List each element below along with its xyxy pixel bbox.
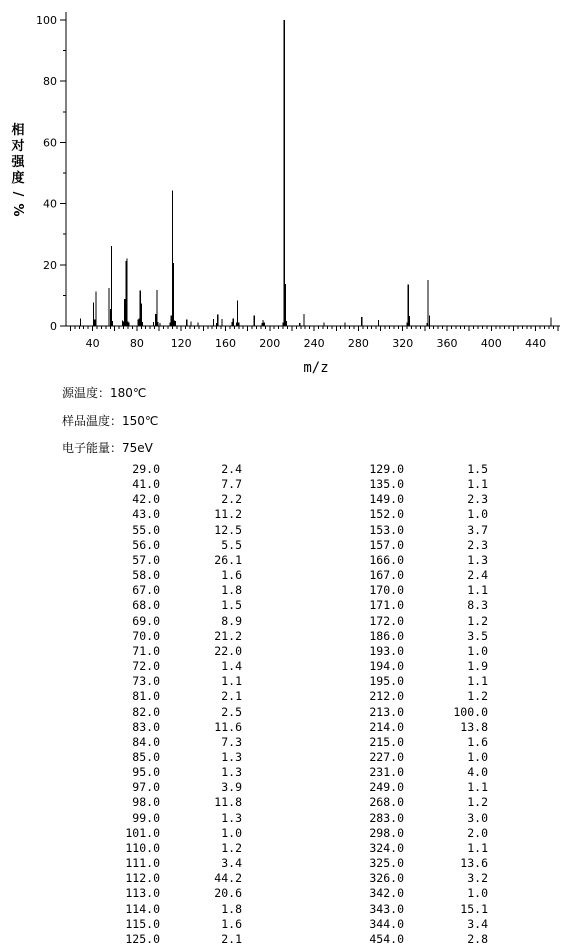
mz-right-cell: 166.0 — [369, 552, 404, 567]
mz-right-cell: 171.0 — [369, 598, 404, 613]
y-axis-ticks — [36, 14, 66, 333]
intensity-left-cell: 1.4 — [221, 659, 242, 674]
table-row — [110, 705, 488, 720]
table-row — [110, 871, 488, 886]
table-row — [110, 795, 488, 810]
mz-left-cell: 58.0 — [132, 568, 160, 583]
intensity-left-cell: 2.1 — [221, 931, 242, 946]
intensity-left-cell: 1.1 — [221, 674, 242, 689]
y-axis-label-char: % — [10, 203, 25, 217]
intensity-right-cell: 1.0 — [467, 507, 488, 522]
mz-left-cell: 72.0 — [132, 659, 160, 674]
intensity-left-cell: 8.9 — [221, 613, 242, 628]
intensity-left-cell: 26.1 — [214, 552, 242, 567]
peak-table — [110, 462, 488, 947]
mz-right-cell: 193.0 — [369, 643, 404, 658]
table-row — [110, 720, 488, 735]
mz-left-cell: 73.0 — [132, 674, 160, 689]
intensity-right-cell: 8.3 — [467, 598, 488, 613]
table-row — [110, 765, 488, 780]
x-tick-label: 40 — [85, 337, 100, 350]
mz-right-cell: 298.0 — [369, 825, 404, 840]
intensity-right-cell: 1.9 — [467, 659, 488, 674]
intensity-right-cell: 3.4 — [467, 916, 488, 931]
intensity-right-cell: 1.2 — [467, 613, 488, 628]
table-row — [110, 917, 488, 932]
x-tick-label: 200 — [259, 337, 281, 350]
mz-left-cell: 99.0 — [132, 810, 160, 825]
intensity-left-cell: 22.0 — [214, 643, 242, 658]
intensity-right-cell: 1.5 — [467, 462, 488, 476]
intensity-left-cell: 44.2 — [214, 871, 242, 886]
mz-left-cell: 67.0 — [132, 583, 160, 598]
x-tick-label: 320 — [392, 337, 414, 350]
mz-right-cell: 170.0 — [369, 583, 404, 598]
x-tick-label: 400 — [480, 337, 502, 350]
table-row — [110, 523, 488, 538]
table-row — [110, 598, 488, 613]
electron-energy: 电子能量：75eV — [62, 441, 153, 455]
mz-right-cell: 215.0 — [369, 734, 404, 749]
mz-left-cell: 101.0 — [125, 825, 160, 840]
intensity-left-cell: 1.2 — [221, 840, 242, 855]
intensity-left-cell: 21.2 — [214, 628, 242, 643]
y-tick-label: 40 — [43, 197, 57, 211]
intensity-left-cell: 1.6 — [221, 568, 242, 583]
mz-left-cell: 69.0 — [132, 613, 160, 628]
intensity-left-cell: 1.5 — [221, 598, 242, 613]
intensity-right-cell: 2.3 — [467, 492, 488, 507]
mz-right-cell: 214.0 — [369, 719, 404, 734]
mz-right-cell: 167.0 — [369, 568, 404, 583]
intensity-right-cell: 1.2 — [467, 795, 488, 810]
intensity-left-cell: 11.2 — [214, 507, 242, 522]
intensity-right-cell: 1.0 — [467, 749, 488, 764]
y-tick-label: 100 — [36, 14, 57, 27]
y-axis-label-char: 度 — [11, 171, 25, 186]
mz-left-cell: 84.0 — [132, 734, 160, 749]
table-row — [110, 811, 488, 826]
mz-right-cell: 249.0 — [369, 780, 404, 795]
table-row — [110, 644, 488, 659]
intensity-left-cell: 12.5 — [214, 522, 242, 537]
table-row — [110, 750, 488, 765]
mz-right-cell: 152.0 — [369, 507, 404, 522]
intensity-right-cell: 2.4 — [467, 568, 488, 583]
mz-right-cell: 135.0 — [369, 477, 404, 492]
x-tick-label: 360 — [436, 337, 458, 350]
table-row — [110, 841, 488, 856]
y-axis-label-char: 相 — [11, 123, 25, 138]
intensity-left-cell: 11.8 — [214, 795, 242, 810]
mass-spectrum-chart — [0, 0, 570, 380]
table-row — [110, 553, 488, 568]
intensity-right-cell: 3.0 — [467, 810, 488, 825]
intensity-right-cell: 1.0 — [467, 643, 488, 658]
intensity-left-cell: 3.9 — [221, 780, 242, 795]
intensity-left-cell: 1.3 — [221, 810, 242, 825]
table-row — [110, 826, 488, 841]
intensity-left-cell: 1.3 — [221, 765, 242, 780]
mz-left-cell: 43.0 — [132, 507, 160, 522]
mz-right-cell: 213.0 — [369, 704, 404, 719]
mz-left-cell: 112.0 — [125, 871, 160, 886]
mz-left-cell: 70.0 — [132, 628, 160, 643]
intensity-left-cell: 3.4 — [221, 856, 242, 871]
intensity-left-cell: 2.4 — [221, 462, 242, 476]
intensity-right-cell: 3.2 — [467, 871, 488, 886]
mz-right-cell: 186.0 — [369, 628, 404, 643]
mz-right-cell: 283.0 — [369, 810, 404, 825]
intensity-left-cell: 1.8 — [221, 901, 242, 916]
x-axis-ticks — [70, 326, 557, 350]
mz-left-cell: 111.0 — [125, 856, 160, 871]
table-row — [110, 735, 488, 750]
x-tick-label: 280 — [347, 337, 369, 350]
mz-right-cell: 129.0 — [369, 462, 404, 476]
axes — [66, 12, 560, 326]
intensity-left-cell: 1.8 — [221, 583, 242, 598]
intensity-right-cell: 3.5 — [467, 628, 488, 643]
table-row — [110, 902, 488, 917]
mz-left-cell: 68.0 — [132, 598, 160, 613]
mz-left-cell: 125.0 — [125, 931, 160, 946]
intensity-left-cell: 11.6 — [214, 719, 242, 734]
mz-left-cell: 41.0 — [132, 477, 160, 492]
mz-left-cell: 57.0 — [132, 552, 160, 567]
y-tick-label: 80 — [43, 75, 57, 89]
table-row — [110, 674, 488, 689]
mz-right-cell: 325.0 — [369, 856, 404, 871]
table-row — [110, 856, 488, 871]
intensity-left-cell: 1.3 — [221, 749, 242, 764]
mz-left-cell: 85.0 — [132, 749, 160, 764]
intensity-left-cell: 2.5 — [221, 704, 242, 719]
intensity-left-cell: 20.6 — [214, 886, 242, 901]
table-row — [110, 659, 488, 674]
mz-right-cell: 227.0 — [369, 749, 404, 764]
mz-left-cell: 113.0 — [125, 886, 160, 901]
intensity-right-cell: 1.3 — [467, 552, 488, 567]
intensity-left-cell: 7.3 — [221, 734, 242, 749]
mz-left-cell: 55.0 — [132, 522, 160, 537]
y-tick-label: 20 — [43, 258, 57, 272]
table-row — [110, 507, 488, 522]
intensity-right-cell: 2.3 — [467, 537, 488, 552]
y-tick-label: 0 — [50, 320, 57, 333]
intensity-right-cell: 1.6 — [467, 734, 488, 749]
mz-left-cell: 42.0 — [132, 492, 160, 507]
intensity-right-cell: 100.0 — [453, 704, 488, 719]
intensity-right-cell: 1.1 — [467, 840, 488, 855]
mz-right-cell: 194.0 — [369, 659, 404, 674]
mz-left-cell: 114.0 — [125, 901, 160, 916]
mz-right-cell: 149.0 — [369, 492, 404, 507]
mz-right-cell: 454.0 — [369, 931, 404, 946]
mz-right-cell: 324.0 — [369, 840, 404, 855]
table-row — [110, 462, 488, 477]
mz-right-cell: 268.0 — [369, 795, 404, 810]
table-row — [110, 780, 488, 795]
table-row — [110, 689, 488, 704]
mz-right-cell: 326.0 — [369, 871, 404, 886]
intensity-right-cell: 1.1 — [467, 583, 488, 598]
mz-left-cell: 83.0 — [132, 719, 160, 734]
sample-temperature: 样品温度：150℃ — [62, 414, 159, 428]
intensity-right-cell: 2.0 — [467, 825, 488, 840]
y-axis-label-char: 对 — [11, 139, 25, 154]
intensity-left-cell: 5.5 — [221, 537, 242, 552]
intensity-right-cell: 1.1 — [467, 780, 488, 795]
intensity-right-cell: 15.1 — [460, 901, 488, 916]
mz-left-cell: 82.0 — [132, 704, 160, 719]
mz-left-cell: 98.0 — [132, 795, 160, 810]
mz-right-cell: 157.0 — [369, 537, 404, 552]
mz-left-cell: 71.0 — [132, 643, 160, 658]
mz-left-cell: 97.0 — [132, 780, 160, 795]
intensity-right-cell: 13.8 — [460, 719, 488, 734]
y-axis-label-char: 强 — [11, 155, 25, 170]
mz-left-cell: 56.0 — [132, 537, 160, 552]
table-row — [110, 492, 488, 507]
table-row — [110, 614, 488, 629]
intensity-right-cell: 1.0 — [467, 886, 488, 901]
intensity-left-cell: 1.6 — [221, 916, 242, 931]
intensity-right-cell: 4.0 — [467, 765, 488, 780]
y-tick-label: 60 — [43, 136, 57, 150]
mz-right-cell: 342.0 — [369, 886, 404, 901]
mz-right-cell: 344.0 — [369, 916, 404, 931]
table-row — [110, 629, 488, 644]
mz-right-cell: 195.0 — [369, 674, 404, 689]
source-temperature: 源温度：180℃ — [62, 386, 147, 400]
intensity-right-cell: 1.1 — [467, 674, 488, 689]
intensity-right-cell: 1.2 — [467, 689, 488, 704]
table-row — [110, 568, 488, 583]
mz-left-cell: 29.0 — [132, 462, 160, 476]
intensity-left-cell: 2.2 — [221, 492, 242, 507]
x-tick-label: 120 — [170, 337, 192, 350]
mz-right-cell: 172.0 — [369, 613, 404, 628]
intensity-right-cell: 2.8 — [467, 931, 488, 946]
mz-left-cell: 81.0 — [132, 689, 160, 704]
mz-left-cell: 95.0 — [132, 765, 160, 780]
mz-left-cell: 115.0 — [125, 916, 160, 931]
table-row — [110, 538, 488, 553]
intensity-right-cell: 13.6 — [460, 856, 488, 871]
mz-right-cell: 343.0 — [369, 901, 404, 916]
table-row — [110, 886, 488, 901]
table-row — [110, 583, 488, 598]
mz-right-cell: 212.0 — [369, 689, 404, 704]
table-row — [110, 477, 488, 492]
intensity-left-cell: 2.1 — [221, 689, 242, 704]
intensity-right-cell: 3.7 — [467, 522, 488, 537]
intensity-right-cell: 1.1 — [467, 477, 488, 492]
intensity-left-cell: 1.0 — [221, 825, 242, 840]
y-axis-label — [10, 122, 25, 217]
intensity-left-cell: 7.7 — [221, 477, 242, 492]
x-tick-label: 440 — [525, 337, 547, 350]
x-tick-label: 160 — [214, 337, 236, 350]
mz-right-cell: 153.0 — [369, 522, 404, 537]
x-tick-label: 240 — [303, 337, 325, 350]
mz-right-cell: 231.0 — [369, 765, 404, 780]
x-tick-label: 80 — [129, 337, 144, 350]
x-axis-label: m/z — [303, 360, 329, 376]
table-row — [110, 932, 488, 947]
spectrum-peaks — [80, 20, 551, 326]
y-axis-label-char: / — [10, 191, 25, 197]
mz-left-cell: 110.0 — [125, 840, 160, 855]
